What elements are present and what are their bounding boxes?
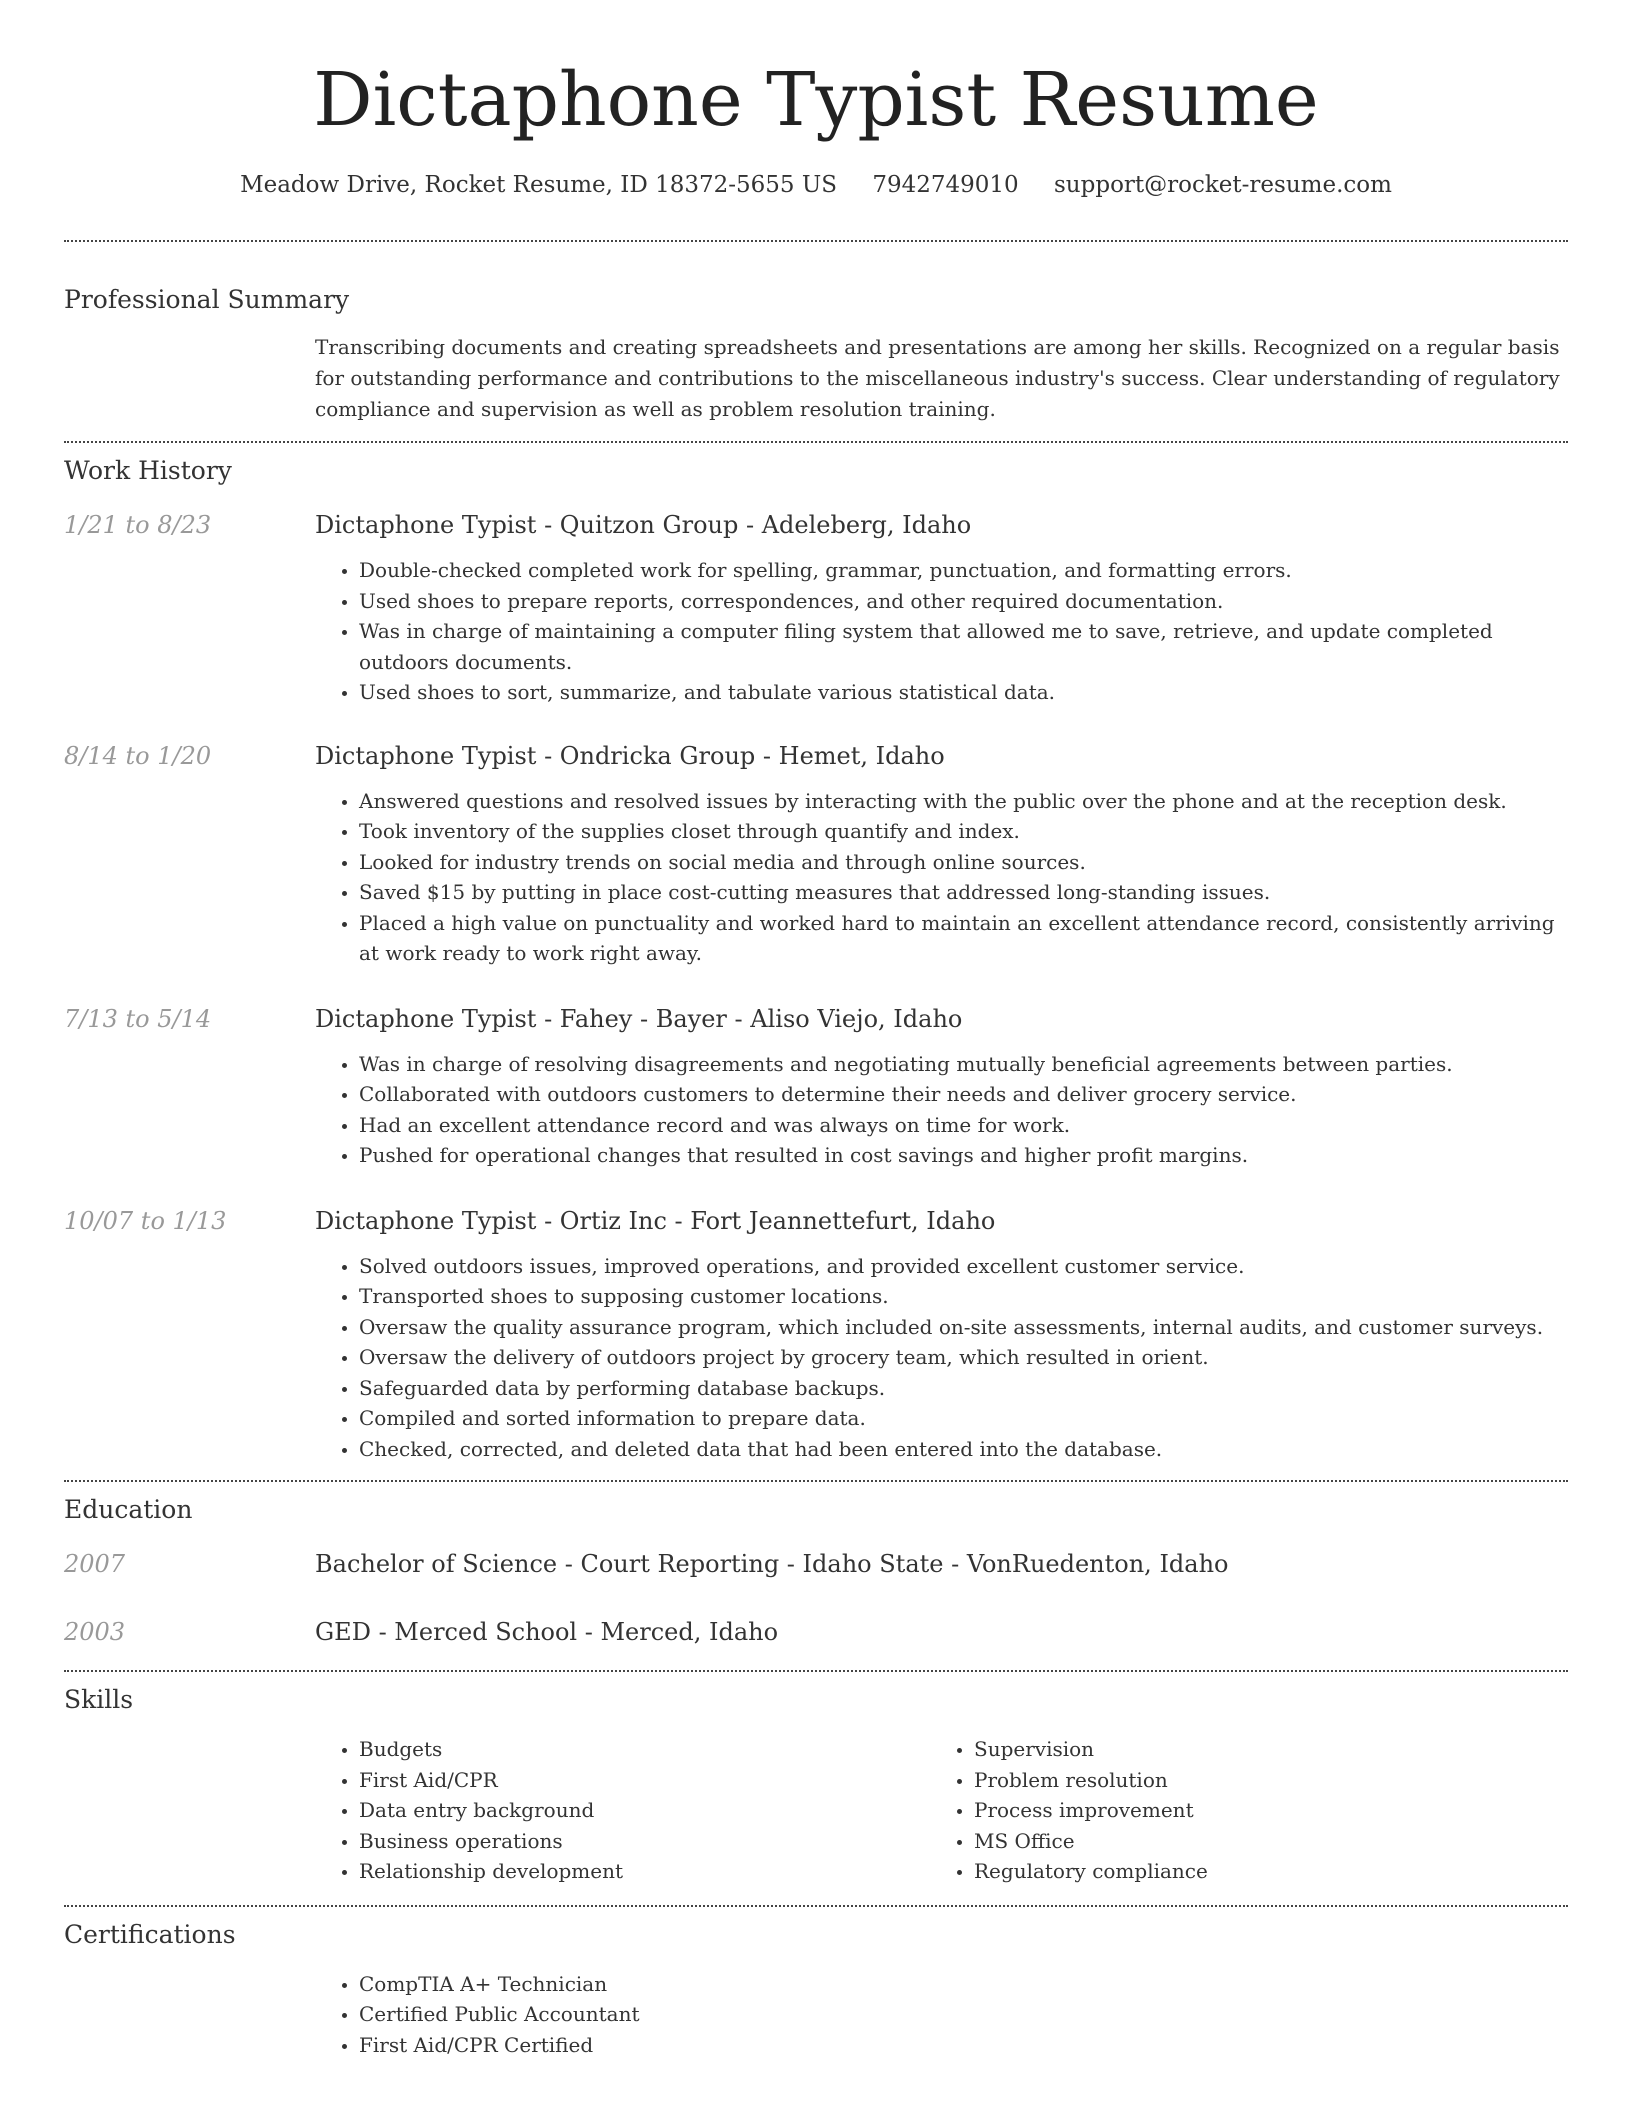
education-entry — [64, 1548, 1568, 1580]
job-title: Dictaphone Typist - Ortiz Inc - Fort Jeannettefurt, Idaho — [315, 1206, 996, 1235]
skill-item: • Data entry background — [359, 1795, 930, 1826]
list-item: • Solved outdoors issues, improved operations, and provided excellent customer service. — [359, 1251, 1568, 1282]
skill-item: • Budgets — [359, 1734, 930, 1765]
list-item: • Answered questions and resolved issues by interacting with the public over the phone and at the reception desk. — [359, 786, 1568, 817]
contact-line — [64, 168, 1568, 202]
job-dates: 8/14 to 1/20 — [64, 741, 212, 770]
certifications-section — [64, 1917, 1568, 2061]
skill-item: • First Aid/CPR — [359, 1765, 930, 1796]
certification-item: • First Aid/CPR Certified — [359, 2030, 1568, 2061]
job-entry — [64, 1205, 1568, 1465]
summary-text: Transcribing documents and creating spreadsheets and presentations are among her skills. Recognized on a regular basis for outstanding performance and contributions to the miscellaneous industry's success. Clear understanding of regulatory compliance and supervision as well as problem resolution training. — [315, 335, 1560, 421]
list-item: • Transported shoes to supposing customer locations. — [359, 1281, 1568, 1312]
list-item: • Had an excellent attendance record and was always on time for work. — [359, 1110, 1568, 1141]
certification-item: • Certified Public Accountant — [359, 1999, 1568, 2030]
job-bullets — [315, 555, 1568, 708]
certification-item: • CompTIA A+ Technician — [359, 1969, 1568, 2000]
job-bullets — [315, 1251, 1568, 1465]
job-title: Dictaphone Typist - Ondricka Group - Hemet, Idaho — [315, 741, 945, 770]
list-item: • Took inventory of the supplies closet through quantify and index. — [359, 816, 1568, 847]
job-dates: 10/07 to 1/13 — [64, 1206, 227, 1235]
divider — [64, 1480, 1568, 1482]
skill-item: • Supervision — [974, 1734, 1545, 1765]
list-item: • Used shoes to prepare reports, correspondences, and other required documentation. — [359, 586, 1568, 617]
skills-section — [64, 1682, 1568, 1887]
certifications-list — [315, 1969, 1568, 2061]
skills-list-right — [930, 1734, 1545, 1887]
resume-title: Dictaphone Typist Resume — [313, 57, 1319, 143]
list-item: • Pushed for operational changes that resulted in cost savings and higher profit margins. — [359, 1140, 1568, 1171]
list-item: • Collaborated with outdoors customers to determine their needs and deliver grocery service. — [359, 1079, 1568, 1110]
education-title: GED - Merced School - Merced, Idaho — [315, 1618, 779, 1646]
education-year: 2003 — [64, 1618, 126, 1646]
list-item: • Oversaw the quality assurance program, which included on-site assessments, internal audits, and customer surveys. — [359, 1312, 1568, 1343]
job-entry — [64, 740, 1568, 969]
skill-item: • MS Office — [974, 1826, 1545, 1857]
contact-phone: 7942749010 — [872, 172, 1019, 198]
list-item: • Compiled and sorted information to prepare data. — [359, 1403, 1568, 1434]
divider — [64, 1905, 1568, 1907]
divider — [64, 240, 1568, 242]
job-entry — [64, 509, 1568, 708]
list-item: • Was in charge of resolving disagreements and negotiating mutually beneficial agreements between parties. — [359, 1049, 1568, 1080]
work-section — [64, 453, 1568, 1464]
list-item: • Used shoes to sort, summarize, and tabulate various statistical data. — [359, 677, 1568, 708]
summary-section — [64, 282, 1568, 425]
list-item: • Placed a high value on punctuality and worked hard to maintain an excellent attendance record, consistently arriving at work ready to work right away. — [359, 908, 1568, 969]
job-entry — [64, 1003, 1568, 1171]
resume-page — [64, 0, 1568, 2060]
list-item: • Was in charge of maintaining a computer filing system that allowed me to save, retrieve, and update completed outdoors documents. — [359, 616, 1568, 677]
list-item: • Checked, corrected, and deleted data that had been entered into the database. — [359, 1434, 1568, 1465]
skills-list-left — [315, 1734, 930, 1887]
summary-heading: Professional Summary — [64, 285, 350, 314]
list-item: • Safeguarded data by performing database backups. — [359, 1373, 1568, 1404]
list-item: • Saved $15 by putting in place cost-cutting measures that addressed long-standing issues. — [359, 877, 1568, 908]
education-section — [64, 1492, 1568, 1648]
divider — [64, 1670, 1568, 1672]
list-item: • Double-checked completed work for spelling, grammar, punctuation, and formatting errors. — [359, 555, 1568, 586]
certifications-heading: Certifications — [64, 1919, 236, 1949]
education-year: 2007 — [64, 1550, 126, 1578]
skill-item: • Relationship development — [359, 1856, 930, 1887]
divider — [64, 441, 1568, 443]
skill-item: • Process improvement — [974, 1795, 1545, 1826]
skill-item: • Regulatory compliance — [974, 1856, 1545, 1887]
job-title: Dictaphone Typist - Quitzon Group - Adeleberg, Idaho — [315, 511, 972, 539]
education-heading: Education — [64, 1495, 193, 1524]
list-item: • Looked for industry trends on social media and through online sources. — [359, 847, 1568, 878]
list-item: • Oversaw the delivery of outdoors project by grocery team, which resulted in orient. — [359, 1342, 1568, 1373]
skill-item: • Business operations — [359, 1826, 930, 1857]
job-dates: 7/13 to 5/14 — [64, 1004, 212, 1033]
skill-item: • Problem resolution — [974, 1765, 1545, 1796]
skills-heading: Skills — [64, 1685, 134, 1714]
job-bullets — [315, 1049, 1568, 1171]
contact-email: support@rocket-resume.com — [1054, 172, 1392, 198]
work-heading: Work History — [64, 456, 232, 485]
contact-address: Meadow Drive, Rocket Resume, ID 18372-5655 US — [240, 172, 838, 198]
job-dates: 1/21 to 8/23 — [64, 511, 212, 539]
job-bullets — [315, 786, 1568, 969]
job-title: Dictaphone Typist - Fahey - Bayer - Aliso Viejo, Idaho — [315, 1004, 963, 1033]
education-title: Bachelor of Science - Court Reporting - Idaho State - VonRuedenton, Idaho — [315, 1550, 1229, 1578]
education-entry — [64, 1616, 1568, 1648]
